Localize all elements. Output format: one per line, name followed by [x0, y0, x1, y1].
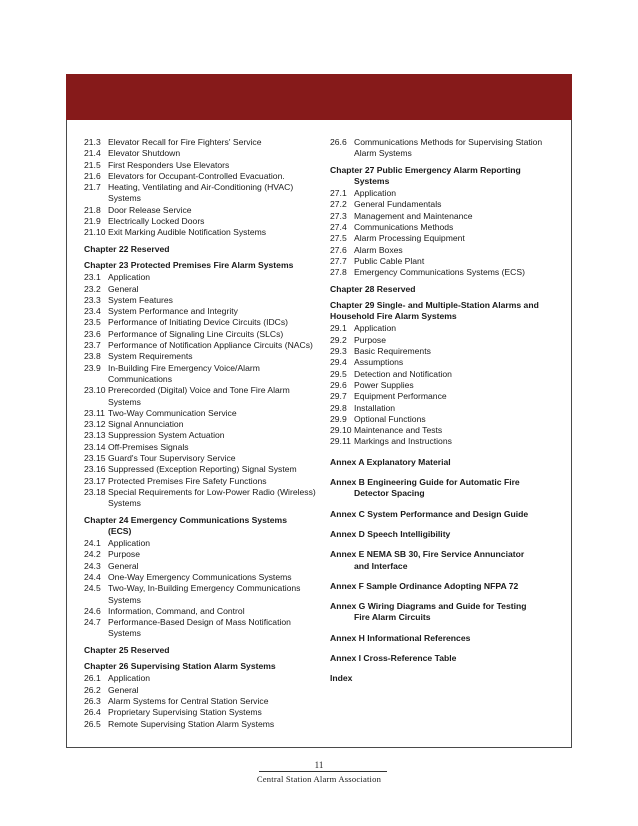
toc-entry-number: 23.15 [84, 453, 106, 464]
toc-entry [330, 211, 555, 222]
toc-entry [330, 335, 555, 346]
annex-d-heading: Annex D Speech Intelligibility [330, 528, 451, 539]
index-heading: Index [330, 673, 353, 684]
toc-entry-number: 27.2 [330, 199, 347, 210]
chapter-26-heading: Chapter 26 Supervising Station Alarm Systems [84, 661, 276, 672]
chapter-27-heading [330, 165, 555, 188]
toc-list-ch27 [330, 188, 555, 278]
toc-entry-title: Alarm Processing Equipment [354, 233, 465, 244]
toc-list-ch24 [84, 538, 324, 640]
toc-list-ch29 [330, 323, 555, 447]
toc-entry-title: Purpose [354, 334, 387, 345]
toc-entry-number: 23.9 [84, 362, 101, 373]
toc-entry-number: 27.6 [330, 244, 347, 255]
toc-entry [330, 436, 555, 447]
annex-c-heading: Annex C System Performance and Design Guide [330, 508, 529, 519]
toc-entry-number: 21.3 [84, 137, 101, 147]
toc-entry [84, 696, 324, 707]
toc-entry [84, 442, 324, 453]
annex-a-heading: Annex A Explanatory Material [330, 456, 451, 467]
toc-entry-title: General [108, 560, 139, 571]
toc-entry-number: 24.4 [84, 571, 101, 582]
footer-organization: Central Station Alarm Association [256, 774, 382, 784]
chapter-24-heading-line1: Chapter 24 Emergency Communications Systems [84, 514, 287, 525]
toc-entry [330, 323, 555, 334]
toc-entry-number: 23.2 [84, 283, 101, 294]
toc-entry [84, 385, 324, 408]
annex-f-heading: Annex F Sample Ordinance Adopting NFPA 72 [330, 580, 519, 591]
toc-entry-number: 29.2 [330, 334, 347, 345]
toc-entry-number: 29.11 [330, 436, 351, 447]
toc-entry-number: 21.6 [84, 170, 101, 181]
toc-entry-title: Detection and Notification [354, 368, 452, 379]
annex-e-heading-line2: and Interface [354, 560, 408, 571]
toc-entry-title: Application [108, 673, 151, 684]
toc-entry-title: Two-Way, In-Building Emergency Communications Systems [108, 583, 301, 605]
page-number: 11 [314, 760, 324, 770]
toc-entry-title: Electrically Locked Doors [108, 216, 205, 227]
toc-entry-number: 21.10 [84, 227, 106, 238]
toc-entry [84, 487, 324, 510]
toc-entry [330, 380, 555, 391]
toc-entry [330, 346, 555, 357]
toc-entry [84, 284, 324, 295]
toc-entry-title: Optional Functions [354, 413, 426, 424]
toc-entry-title: General [108, 283, 139, 294]
toc-entry-title: Communications Methods [354, 222, 454, 233]
toc-entry-number: 23.3 [84, 294, 101, 305]
toc-entry-number: 24.3 [84, 560, 101, 571]
toc-entry-title: Protected Premises Fire Safety Functions [108, 475, 267, 486]
toc-entry [84, 673, 324, 684]
annex-b-heading-line1: Annex B Engineering Guide for Automatic Fire [330, 477, 520, 488]
toc-entry-number: 26.3 [84, 695, 101, 706]
toc-entry-number: 29.7 [330, 391, 347, 402]
toc-entry-number: 29.3 [330, 346, 347, 357]
toc-entry [84, 453, 324, 464]
toc-left-column [84, 137, 324, 730]
toc-entry-number: 23.1 [84, 272, 101, 283]
toc-entry-title: First Responders Use Elevators [108, 159, 230, 170]
toc-entry [330, 357, 555, 368]
toc-entry-title: Application [108, 538, 151, 549]
toc-entry-title: Application [108, 272, 151, 283]
toc-entry [84, 317, 324, 328]
toc-entry-title: Alarm Boxes [354, 244, 403, 255]
toc-entry [84, 430, 324, 441]
toc-entry-number: 23.17 [84, 475, 106, 486]
toc-list-ch26-cont [330, 137, 555, 160]
chapter-28-heading: Chapter 28 Reserved [330, 283, 416, 294]
toc-entry-title: Equipment Performance [354, 391, 447, 402]
annex-g-heading [330, 601, 555, 624]
toc-entry-number: 27.5 [330, 233, 347, 244]
toc-entry-number: 29.6 [330, 379, 347, 390]
toc-entry-number: 26.5 [84, 718, 101, 729]
toc-entry [330, 245, 555, 256]
toc-entry [84, 340, 324, 351]
toc-entry-title: Assumptions [354, 357, 404, 368]
toc-entry-title: One-Way Emergency Communications Systems [108, 571, 292, 582]
toc-entry [84, 549, 324, 560]
toc-entry [84, 707, 324, 718]
toc-entry-title: Purpose [108, 549, 141, 560]
toc-entry [84, 538, 324, 549]
toc-entry-number: 26.4 [84, 707, 101, 718]
toc-entry-number: 21.5 [84, 159, 101, 170]
toc-entry-title: System Requirements [108, 351, 193, 362]
toc-entry-number: 23.16 [84, 464, 106, 475]
toc-entry [84, 227, 324, 238]
footer-divider [259, 771, 387, 772]
toc-entry [84, 561, 324, 572]
toc-entry-title: General Fundamentals [354, 199, 442, 210]
toc-entry-number: 29.10 [330, 425, 352, 436]
annex-b-heading-line2: Detector Spacing [354, 488, 425, 499]
toc-entry [84, 295, 324, 306]
toc-entry [84, 583, 324, 606]
toc-entry-number: 21.8 [84, 204, 101, 215]
toc-entry-title: Performance of Initiating Device Circuits (IDCs) [108, 317, 289, 328]
toc-entry-title: Performance of Notification Appliance Circuits (NACs) [108, 340, 313, 351]
toc-entry-title: Performance of Signaling Line Circuits (SLCs) [108, 328, 284, 339]
toc-entry [84, 216, 324, 227]
toc-entry [84, 476, 324, 487]
toc-entry-number: 23.10 [84, 385, 106, 396]
annex-e-heading-line1: Annex E NEMA SB 30, Fire Service Annunciator [330, 549, 525, 560]
toc-entry-number: 27.3 [330, 210, 347, 221]
toc-entry-title: System Performance and Integrity [108, 306, 238, 317]
toc-entry-title: Application [354, 323, 397, 334]
toc-entry [330, 233, 555, 244]
toc-list-ch21 [84, 137, 324, 239]
toc-entry-title: Elevator Shutdown [108, 148, 181, 159]
toc-entry-number: 23.18 [84, 486, 106, 497]
toc-entry-number: 26.6 [330, 137, 347, 147]
toc-entry-title: Door Release Service [108, 204, 192, 215]
chapter-24-heading-line2: (ECS) [108, 525, 132, 536]
toc-entry-title: Management and Maintenance [354, 210, 473, 221]
toc-entry [330, 414, 555, 425]
chapter-22-heading: Chapter 22 Reserved [84, 243, 170, 254]
toc-entry [84, 617, 324, 640]
toc-entry-title: Heating, Ventilating and Air-Conditioning (HVAC) Systems [108, 182, 294, 204]
header-banner [66, 74, 572, 120]
toc-entry-title: Elevators for Occupant-Controlled Evacuation. [108, 170, 285, 181]
chapter-25-heading: Chapter 25 Reserved [84, 644, 170, 655]
toc-entry-number: 23.7 [84, 340, 101, 351]
annex-b-heading [330, 477, 555, 500]
toc-entry [84, 329, 324, 340]
toc-entry-title: General [108, 684, 139, 695]
toc-entry-title: Alarm Systems for Central Station Service [108, 695, 269, 706]
toc-entry [84, 306, 324, 317]
toc-entry-title: Public Cable Plant [354, 255, 425, 266]
toc-entry [330, 425, 555, 436]
toc-entry-title: Prerecorded (Digital) Voice and Tone Fire Alarm Systems [108, 385, 290, 407]
toc-entry-number: 23.11 [84, 407, 105, 418]
toc-entry-number: 23.13 [84, 430, 106, 441]
toc-entry-number: 21.4 [84, 148, 101, 159]
toc-entry-number: 29.1 [330, 323, 347, 334]
toc-entry [330, 267, 555, 278]
toc-entry-title: Performance-Based Design of Mass Notification Systems [108, 617, 291, 639]
toc-entry-number: 24.6 [84, 605, 101, 616]
toc-entry-title: Suppression System Actuation [108, 430, 225, 441]
toc-right-column [330, 137, 555, 685]
toc-entry-title: Communications Methods for Supervising Station Alarm Systems [354, 137, 543, 159]
toc-entry [84, 205, 324, 216]
toc-entry-title: Information, Command, and Control [108, 605, 245, 616]
toc-entry [330, 403, 555, 414]
toc-entry-number: 27.8 [330, 267, 347, 278]
toc-entry [84, 272, 324, 283]
toc-entry-number: 26.1 [84, 673, 101, 684]
toc-entry-title: Basic Requirements [354, 346, 431, 357]
toc-entry [330, 256, 555, 267]
toc-entry [330, 391, 555, 402]
toc-list-ch26 [84, 673, 324, 729]
toc-entry-number: 26.2 [84, 684, 101, 695]
toc-entry-title: Remote Supervising Station Alarm Systems [108, 718, 275, 729]
toc-entry-title: Proprietary Supervising Station Systems [108, 707, 262, 718]
toc-entry [84, 137, 324, 148]
toc-entry-number: 27.7 [330, 255, 347, 266]
toc-entry [84, 464, 324, 475]
toc-entry [84, 408, 324, 419]
toc-entry [84, 160, 324, 171]
toc-entry-number: 23.6 [84, 328, 101, 339]
chapter-27-heading-line1: Chapter 27 Public Emergency Alarm Reporting [330, 164, 521, 175]
toc-entry-number: 29.4 [330, 357, 347, 368]
toc-entry-number: 21.9 [84, 216, 101, 227]
toc-entry-number: 23.5 [84, 317, 101, 328]
annex-g-heading-line2: Fire Alarm Circuits [354, 612, 431, 623]
toc-entry-number: 23.8 [84, 351, 101, 362]
toc-entry [330, 369, 555, 380]
toc-entry-number: 29.8 [330, 402, 347, 413]
toc-entry-title: Off-Premises Signals [108, 441, 189, 452]
chapter-23-heading: Chapter 23 Protected Premises Fire Alarm Systems [84, 259, 294, 270]
toc-entry-title: Suppressed (Exception Reporting) Signal System [108, 464, 297, 475]
toc-entry-number: 21.7 [84, 182, 101, 193]
toc-entry-number: 29.9 [330, 413, 347, 424]
toc-entry-number: 24.1 [84, 538, 101, 549]
toc-entry-number: 27.4 [330, 222, 347, 233]
toc-entry-title: System Features [108, 294, 173, 305]
toc-entry-title: Installation [354, 402, 396, 413]
toc-entry-title: Exit Marking Audible Notification Systems [108, 227, 267, 238]
toc-entry-number: 27.1 [330, 188, 347, 199]
toc-entry-number: 23.14 [84, 441, 106, 452]
toc-entry-title: Power Supplies [354, 379, 414, 390]
toc-entry [84, 572, 324, 583]
toc-entry-title: Signal Annunciation [108, 419, 184, 430]
toc-entry-number: 29.5 [330, 368, 347, 379]
toc-entry-number: 24.2 [84, 549, 101, 560]
toc-entry-title: Guard's Tour Supervisory Service [108, 453, 236, 464]
chapter-27-heading-line2: Systems [354, 175, 390, 186]
toc-entry-title: In-Building Fire Emergency Voice/Alarm Communications [108, 362, 260, 384]
toc-entry [84, 363, 324, 386]
toc-entry [84, 685, 324, 696]
toc-entry [84, 351, 324, 362]
toc-entry-title: Emergency Communications Systems (ECS) [354, 267, 525, 278]
toc-entry-number: 24.7 [84, 617, 101, 628]
annex-i-heading: Annex I Cross-Reference Table [330, 652, 457, 663]
annex-h-heading: Annex H Informational References [330, 632, 471, 643]
toc-entry [330, 137, 555, 160]
toc-entry [330, 188, 555, 199]
toc-entry [84, 171, 324, 182]
chapter-24-heading [84, 515, 324, 538]
toc-entry [84, 606, 324, 617]
toc-entry [330, 199, 555, 210]
toc-entry [84, 182, 324, 205]
annex-e-heading [330, 549, 555, 572]
toc-entry-title: Maintenance and Tests [354, 425, 443, 436]
toc-entry-title: Application [354, 188, 397, 199]
toc-entry-title: Two-Way Communication Service [108, 407, 237, 418]
toc-entry [84, 719, 324, 730]
toc-entry-title: Markings and Instructions [354, 436, 452, 447]
toc-entry-number: 24.5 [84, 583, 101, 594]
toc-list-ch23 [84, 272, 324, 509]
toc-entry [330, 222, 555, 233]
toc-entry-number: 23.12 [84, 419, 106, 430]
toc-entry-number: 23.4 [84, 306, 101, 317]
chapter-29-heading: Chapter 29 Single- and Multiple-Station Alarms and Household Fire Alarm Systems [330, 299, 539, 322]
annex-g-heading-line1: Annex G Wiring Diagrams and Guide for Testing [330, 601, 527, 612]
toc-entry-title: Special Requirements for Low-Power Radio (Wireless) Systems [108, 486, 316, 509]
toc-entry-title: Elevator Recall for Fire Fighters' Service [108, 137, 262, 147]
toc-entry [84, 148, 324, 159]
toc-entry [84, 419, 324, 430]
